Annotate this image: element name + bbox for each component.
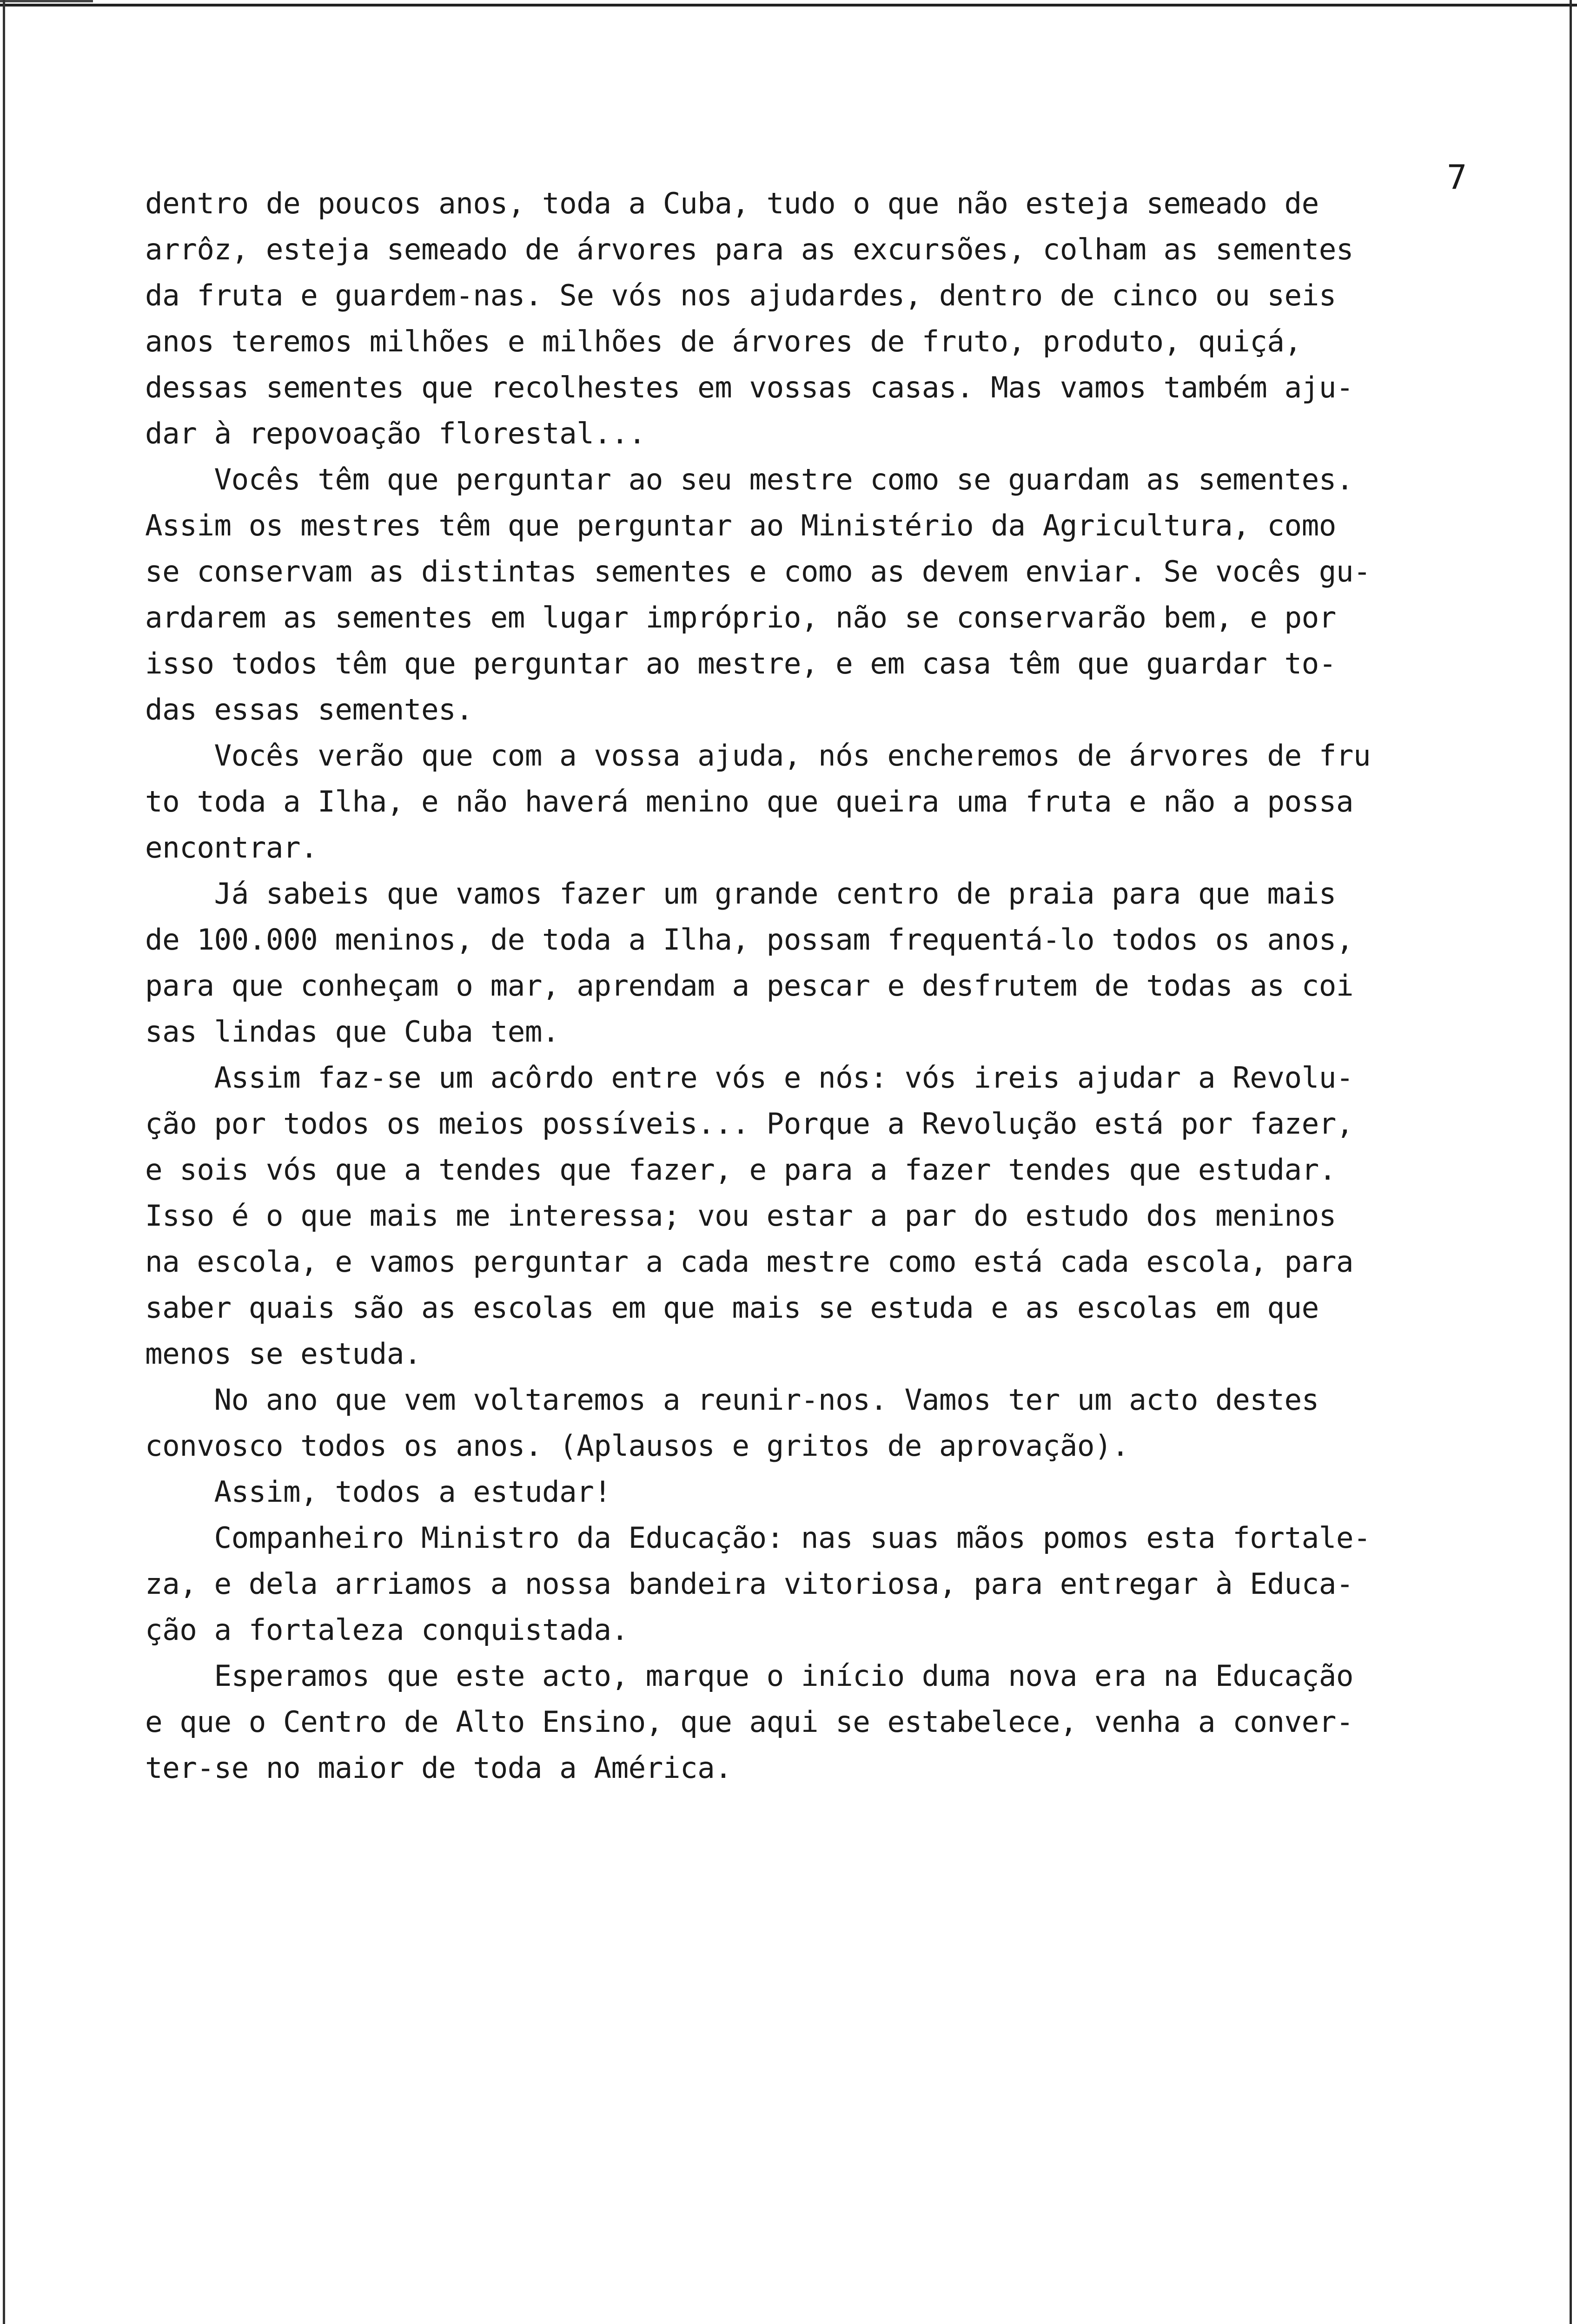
text-line: ção a fortaleza conquistada. xyxy=(145,1613,629,1647)
page-number: 7 xyxy=(1447,158,1467,197)
text-line: e que o Centro de Alto Ensino, que aqui se estabelece, venha a conver- xyxy=(145,1705,1353,1739)
left-border-line xyxy=(3,0,5,2324)
top-border-line xyxy=(0,4,1577,7)
text-line: arrôz, esteja semeado de árvores para as excursões, colham as sementes xyxy=(145,232,1353,266)
text-line: Assim faz-se um acôrdo entre vós e nós: vós ireis ajudar a Revolu- xyxy=(145,1061,1353,1095)
text-line: Isso é o que mais me interessa; vou estar a par do estudo dos meninos xyxy=(145,1199,1336,1233)
text-line: Assim os mestres têm que perguntar ao Ministério da Agricultura, como xyxy=(145,508,1336,542)
text-line: Já sabeis que vamos fazer um grande centro de praia para que mais xyxy=(145,877,1336,911)
text-line: to toda a Ilha, e não haverá menino que queira uma fruta e não a possa xyxy=(145,785,1353,819)
right-border-line xyxy=(1570,0,1572,2324)
text-line: za, e dela arriamos a nossa bandeira vitoriosa, para entregar à Educa- xyxy=(145,1567,1353,1601)
text-line: encontrar. xyxy=(145,831,318,865)
text-line: saber quais são as escolas em que mais se estuda e as escolas em que xyxy=(145,1291,1319,1325)
text-line: para que conheçam o mar, aprendam a pescar e desfrutem de todas as coi xyxy=(145,969,1353,1003)
text-line: Esperamos que este acto, marque o início duma nova era na Educação xyxy=(145,1659,1353,1693)
text-line: No ano que vem voltaremos a reunir-nos. Vamos ter um acto destes xyxy=(145,1383,1319,1417)
text-line: anos teremos milhões e milhões de árvores de fruto, produto, quiçá, xyxy=(145,324,1302,358)
text-line: ardarem as sementes em lugar impróprio, não se conservarão bem, e por xyxy=(145,601,1336,634)
text-line: dentro de poucos anos, toda a Cuba, tudo o que não esteja semeado de xyxy=(145,186,1319,220)
text-line: Vocês verão que com a vossa ajuda, nós encheremos de árvores de fru xyxy=(145,739,1371,772)
text-line: e sois vós que a tendes que fazer, e para a fazer tendes que estudar. xyxy=(145,1153,1336,1187)
text-line: na escola, e vamos perguntar a cada mestre como está cada escola, para xyxy=(145,1245,1353,1279)
text-line: Companheiro Ministro da Educação: nas suas mãos pomos esta fortale- xyxy=(145,1521,1371,1555)
text-line: dessas sementes que recolhestes em vossas casas. Mas vamos também aju- xyxy=(145,370,1353,404)
text-line: convosco todos os anos. (Aplausos e gritos de aprovação). xyxy=(145,1429,1129,1463)
body-text xyxy=(145,180,1484,1791)
text-line: isso todos têm que perguntar ao mestre, e em casa têm que guardar to- xyxy=(145,647,1336,680)
text-line: Assim, todos a estudar! xyxy=(145,1475,611,1509)
text-line: ter-se no maior de toda a América. xyxy=(145,1751,732,1785)
text-line: Vocês têm que perguntar ao seu mestre como se guardam as sementes. xyxy=(145,462,1353,496)
text-line: da fruta e guardem-nas. Se vós nos ajudardes, dentro de cinco ou seis xyxy=(145,278,1336,312)
text-line: de 100.000 meninos, de toda a Ilha, possam frequentá-lo todos os anos, xyxy=(145,923,1353,957)
text-line: das essas sementes. xyxy=(145,693,473,726)
text-line: dar à repovoação florestal... xyxy=(145,416,646,450)
text-line: menos se estuda. xyxy=(145,1337,422,1371)
text-line: se conservam as distintas sementes e como as devem enviar. Se vocês gu- xyxy=(145,555,1371,588)
text-line: sas lindas que Cuba tem. xyxy=(145,1015,560,1049)
text-line: ção por todos os meios possíveis... Porque a Revolução está por fazer, xyxy=(145,1107,1353,1141)
top-edge-mark xyxy=(0,0,93,2)
